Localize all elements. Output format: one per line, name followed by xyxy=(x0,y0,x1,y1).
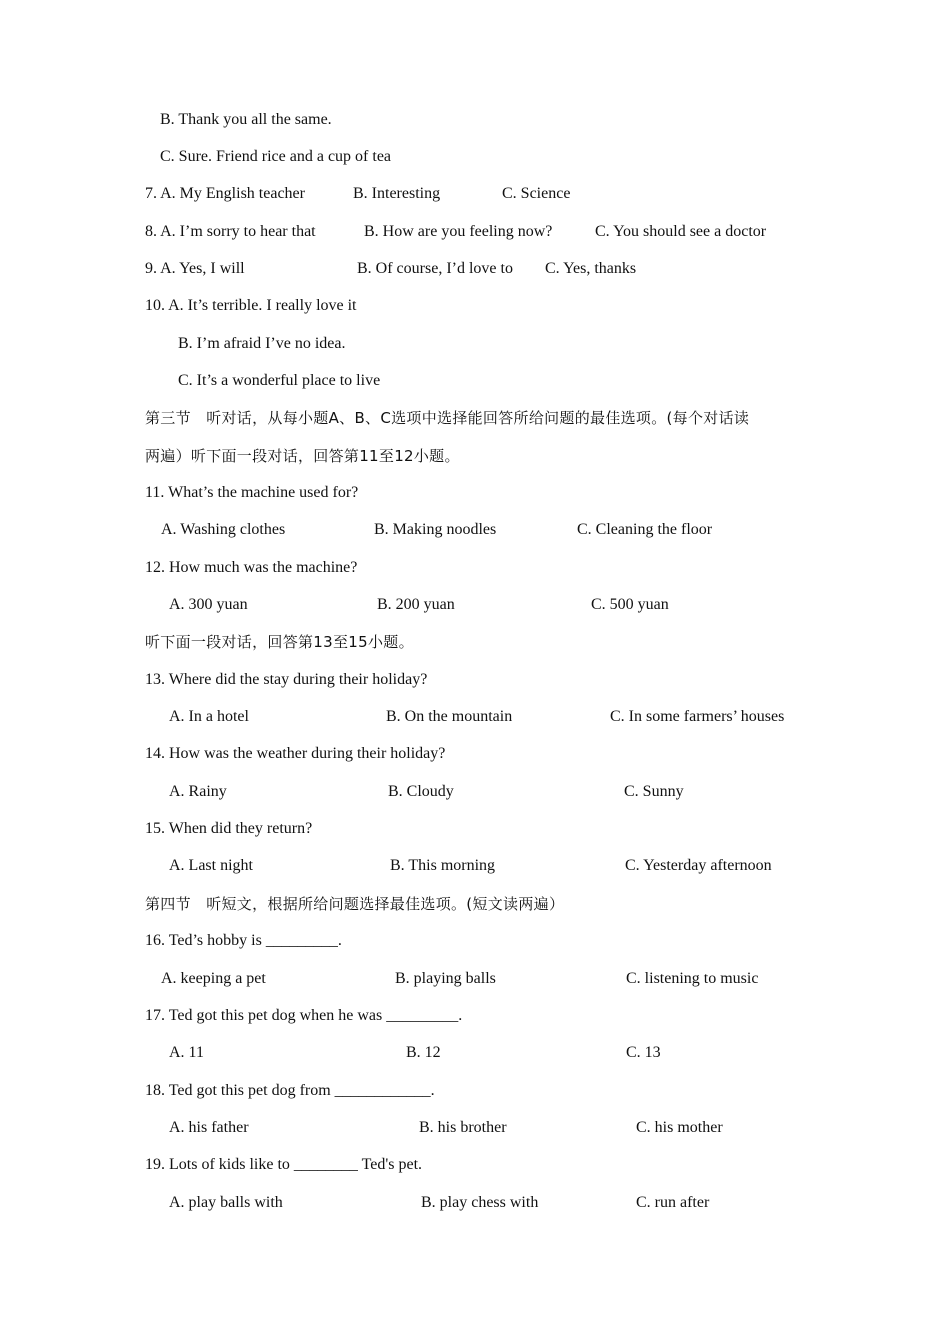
option-b-text: B. This morning xyxy=(390,857,496,874)
option-b-text: B. Thank you all the same. xyxy=(160,111,332,128)
option-c-text: C. Cleaning the floor xyxy=(577,521,713,538)
option-c-text: C. his mother xyxy=(636,1119,723,1136)
option-a-text: 10. A. It’s terrible. I really love it xyxy=(145,297,357,314)
question-15 xyxy=(0,816,950,842)
option-a-text: A. keeping a pet xyxy=(161,970,266,987)
question-16 xyxy=(0,928,950,954)
option-c-text: C. It’s a wonderful place to live xyxy=(178,372,381,389)
option-b-text: B. 200 yuan xyxy=(377,596,455,613)
option-c-text: C. In some farmers’ houses xyxy=(610,708,785,725)
option-c-text: C. listening to music xyxy=(626,970,759,987)
question-9 xyxy=(0,256,950,282)
option-c-text: C. 500 yuan xyxy=(591,596,669,613)
section-heading xyxy=(0,405,950,431)
option-b-text: B. How are you feeling now? xyxy=(364,223,553,240)
question-8 xyxy=(0,219,950,245)
option-b-text: B. Cloudy xyxy=(388,783,454,800)
question-17-options xyxy=(0,1040,950,1066)
question-11-options xyxy=(0,517,950,543)
option-b-text: B. playing balls xyxy=(395,970,496,987)
option-b-text: B. On the mountain xyxy=(386,708,513,725)
section-4-instruction: 第四节 听短文，根据所给问题选择最佳选项。(短文读两遍） xyxy=(145,895,565,913)
section-3-instruction-cont: 两遍）听下面一段对话，回答第11至12小题。 xyxy=(145,447,460,465)
question-text: 16. Ted’s hobby is _________. xyxy=(145,932,342,949)
option-c-text: C. Science xyxy=(502,185,571,202)
option-c-text: C. You should see a doctor xyxy=(595,223,767,240)
question-19 xyxy=(0,1152,950,1178)
section-heading xyxy=(0,629,950,655)
option-b-text: B. Interesting xyxy=(353,185,441,202)
option-b-text: B. his brother xyxy=(419,1119,507,1136)
option-a-text: A. play balls with xyxy=(169,1194,283,1211)
option-c-text: C. 13 xyxy=(626,1044,661,1061)
question-7 xyxy=(0,181,950,207)
option-a-text: A. In a hotel xyxy=(169,708,249,725)
option-c-text: C. Yesterday afternoon xyxy=(625,857,772,874)
option-c-text: C. run after xyxy=(636,1194,710,1211)
option-a-text: A. Washing clothes xyxy=(161,521,286,538)
option-c-text: C. Sunny xyxy=(624,783,684,800)
question-15-options xyxy=(0,853,950,879)
option-a-text: 9. A. Yes, I will xyxy=(145,260,245,277)
option-a-text: A. his father xyxy=(169,1119,249,1136)
option-b-text: B. Making noodles xyxy=(374,521,497,538)
option-a-text: A. 11 xyxy=(169,1044,204,1061)
option-c-text: C. Sure. Friend rice and a cup of tea xyxy=(160,148,392,165)
option-line xyxy=(0,368,950,394)
question-text: 12. How much was the machine? xyxy=(145,559,358,576)
question-text: 14. How was the weather during their holiday? xyxy=(145,745,446,762)
question-10 xyxy=(0,293,950,319)
question-19-options xyxy=(0,1190,950,1216)
question-text: 18. Ted got this pet dog from ____________. xyxy=(145,1082,435,1099)
question-text: 19. Lots of kids like to ________ Ted's pet. xyxy=(145,1156,423,1173)
question-text: 13. Where did the stay during their holiday? xyxy=(145,671,428,688)
question-12 xyxy=(0,555,950,581)
section-heading xyxy=(0,891,950,917)
option-line xyxy=(0,144,950,170)
question-11 xyxy=(0,480,950,506)
option-a-text: A. Last night xyxy=(169,857,253,874)
option-line xyxy=(0,107,950,133)
question-16-options xyxy=(0,966,950,992)
question-12-options xyxy=(0,592,950,618)
option-a-text: A. 300 yuan xyxy=(169,596,248,613)
question-text: 17. Ted got this pet dog when he was _________. xyxy=(145,1007,463,1024)
option-c-text: C. Yes, thanks xyxy=(545,260,637,277)
option-a-text: A. Rainy xyxy=(169,783,227,800)
option-a-text: 8. A. I’m sorry to hear that xyxy=(145,223,316,240)
option-b-text: B. 12 xyxy=(406,1044,441,1061)
question-14 xyxy=(0,741,950,767)
option-a-text: 7. A. My English teacher xyxy=(145,185,305,202)
question-13 xyxy=(0,667,950,693)
question-18-options xyxy=(0,1115,950,1141)
question-text: 11. What’s the machine used for? xyxy=(145,484,359,501)
question-13-options xyxy=(0,704,950,730)
question-18 xyxy=(0,1078,950,1104)
question-17 xyxy=(0,1003,950,1029)
section-heading xyxy=(0,443,950,469)
dialogue-instruction: 听下面一段对话，回答第13至15小题。 xyxy=(145,633,414,651)
option-line xyxy=(0,331,950,357)
option-b-text: B. I’m afraid I’ve no idea. xyxy=(178,335,346,352)
option-b-text: B. play chess with xyxy=(421,1194,539,1211)
question-text: 15. When did they return? xyxy=(145,820,313,837)
section-3-instruction: 第三节 听对话，从每小题A、B、C选项中选择能回答所给问题的最佳选项。(每个对话读 xyxy=(145,409,750,427)
question-14-options xyxy=(0,779,950,805)
option-b-text: B. Of course, I’d love to xyxy=(357,260,513,277)
